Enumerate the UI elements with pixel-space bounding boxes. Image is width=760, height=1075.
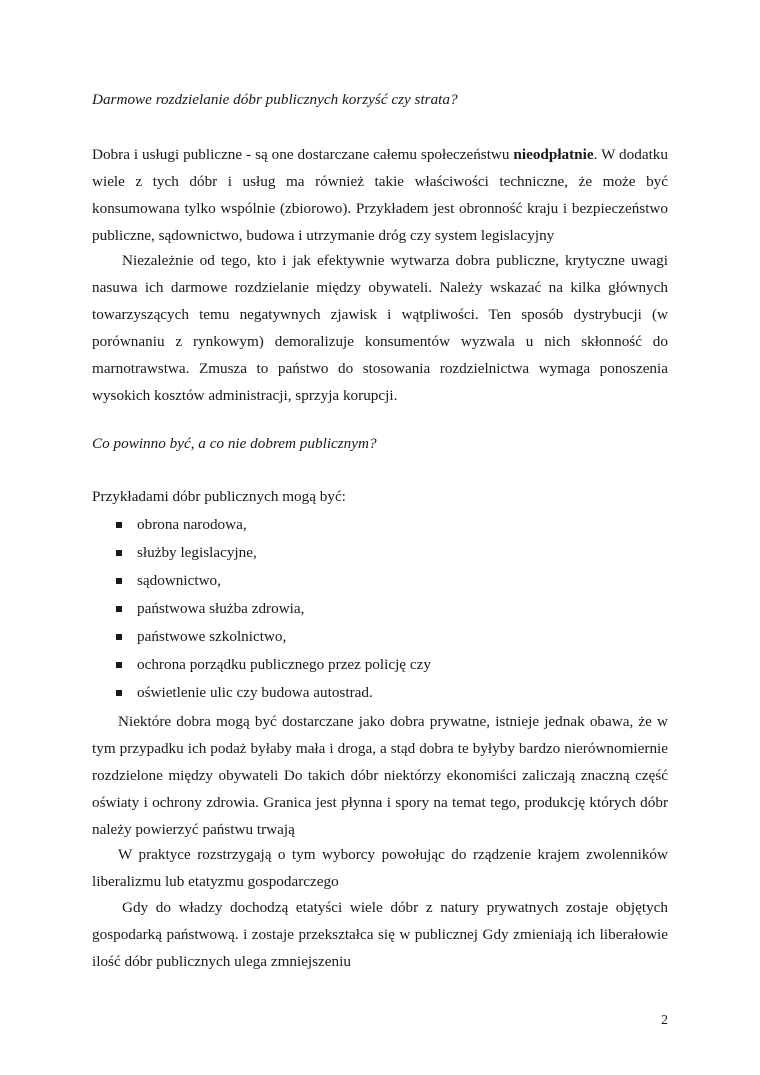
list-item — [92, 623, 431, 651]
section-heading-2: Co powinno być, a co nie dobrem publicznym? — [92, 435, 377, 452]
bullet-square-icon — [116, 550, 122, 556]
page-number: 2 — [661, 1013, 668, 1028]
bullet-square-icon — [116, 662, 122, 668]
list-item — [92, 511, 431, 539]
public-goods-list — [92, 511, 431, 707]
bullet-square-icon — [116, 578, 122, 584]
bullet-square-icon — [116, 690, 122, 696]
list-item-text: oświetlenie ulic czy budowa autostrad. — [137, 684, 373, 701]
list-item — [92, 679, 431, 707]
paragraph-voters-decide: W praktyce rozstrzygają o tym wyborcy powołując do rządzenie krajem zwolenników liberalizmu lub etatyzmu gospodarczego — [92, 846, 668, 890]
paragraph-private-provision: Niektóre dobra mogą być dostarczane jako dobra prywatne, istnieje jednak obawa, że w tym przypadku ich podaż byłaby mała i droga, a stąd dobra te byłyby bardzo nierównomiernie rozdzielone między obywateli Do takich dóbr niektórzy ekonomiści zaliczają znaczną część oświaty i ochrony zdrowia. Granica jest płynna i spory na temat tego, produkcję których dóbr należy powierzyć państwu trwają — [92, 713, 668, 838]
list-item-text: sądownictwo, — [137, 572, 221, 589]
list-intro: Przykładami dóbr publicznych mogą być: — [92, 488, 346, 505]
list-item-text: państwowa służba zdrowia, — [137, 600, 305, 617]
list-item — [92, 539, 431, 567]
bullet-square-icon — [116, 522, 122, 528]
bold-term-free: nieodpłatnie — [513, 146, 594, 163]
list-item — [92, 651, 431, 679]
section-heading-1: Darmowe rozdzielanie dóbr publicznych korzyść czy strata? — [92, 91, 458, 108]
paragraph-1-end: . W dodatku wiele z tych dóbr i usług ma również takie właściwości techniczne, że może być konsumowana tylko wspólnie (zbiorowo). Przykładem jest obronność kraju i bezpieczeństwo publiczne, sądownictwo, budowa i utrzymanie dróg czy system legislacyjny — [92, 146, 668, 244]
bullet-square-icon — [116, 634, 122, 640]
list-item-text: służby legislacyjne, — [137, 544, 257, 561]
paragraph-public-goods-definition — [92, 141, 668, 249]
bullet-square-icon — [116, 606, 122, 612]
paragraph-1-start: Dobra i usługi publiczne - są one dostarczane całemu społeczeństwu — [92, 146, 514, 163]
list-item-text: obrona narodowa, — [137, 516, 247, 533]
paragraph-etatism-liberalism: Gdy do władzy dochodzą etatyści wiele dóbr z natury prywatnych zostaje objętych gospodarką państwową. i zostaje przekształca się w publicznej Gdy zmieniają ich liberałowie ilość dóbr publicznych ulega zmniejszeniu — [92, 899, 668, 970]
list-item — [92, 567, 431, 595]
list-item-text: państwowe szkolnictwo, — [137, 628, 287, 645]
list-item-text: ochrona porządku publicznego przez policję czy — [137, 656, 431, 673]
paragraph-free-distribution-criticism: Niezależnie od tego, kto i jak efektywnie wytwarza dobra publiczne, krytyczne uwagi nasuwa ich darmowe rozdzielanie między obywateli. Należy wskazać na kilka głównych towarzyszących temu negatywnych zjawisk i wątpliwości. Ten sposób dystrybucji (w porównaniu z rynkowym) demoralizuje konsumentów wyzwala u nich skłonność do marnotrawstwa. Zmusza to państwo do stosowania rozdzielnictwa wymaga ponoszenia wysokich kosztów administracji, sprzyja korupcji. — [92, 252, 668, 404]
list-item — [92, 595, 431, 623]
